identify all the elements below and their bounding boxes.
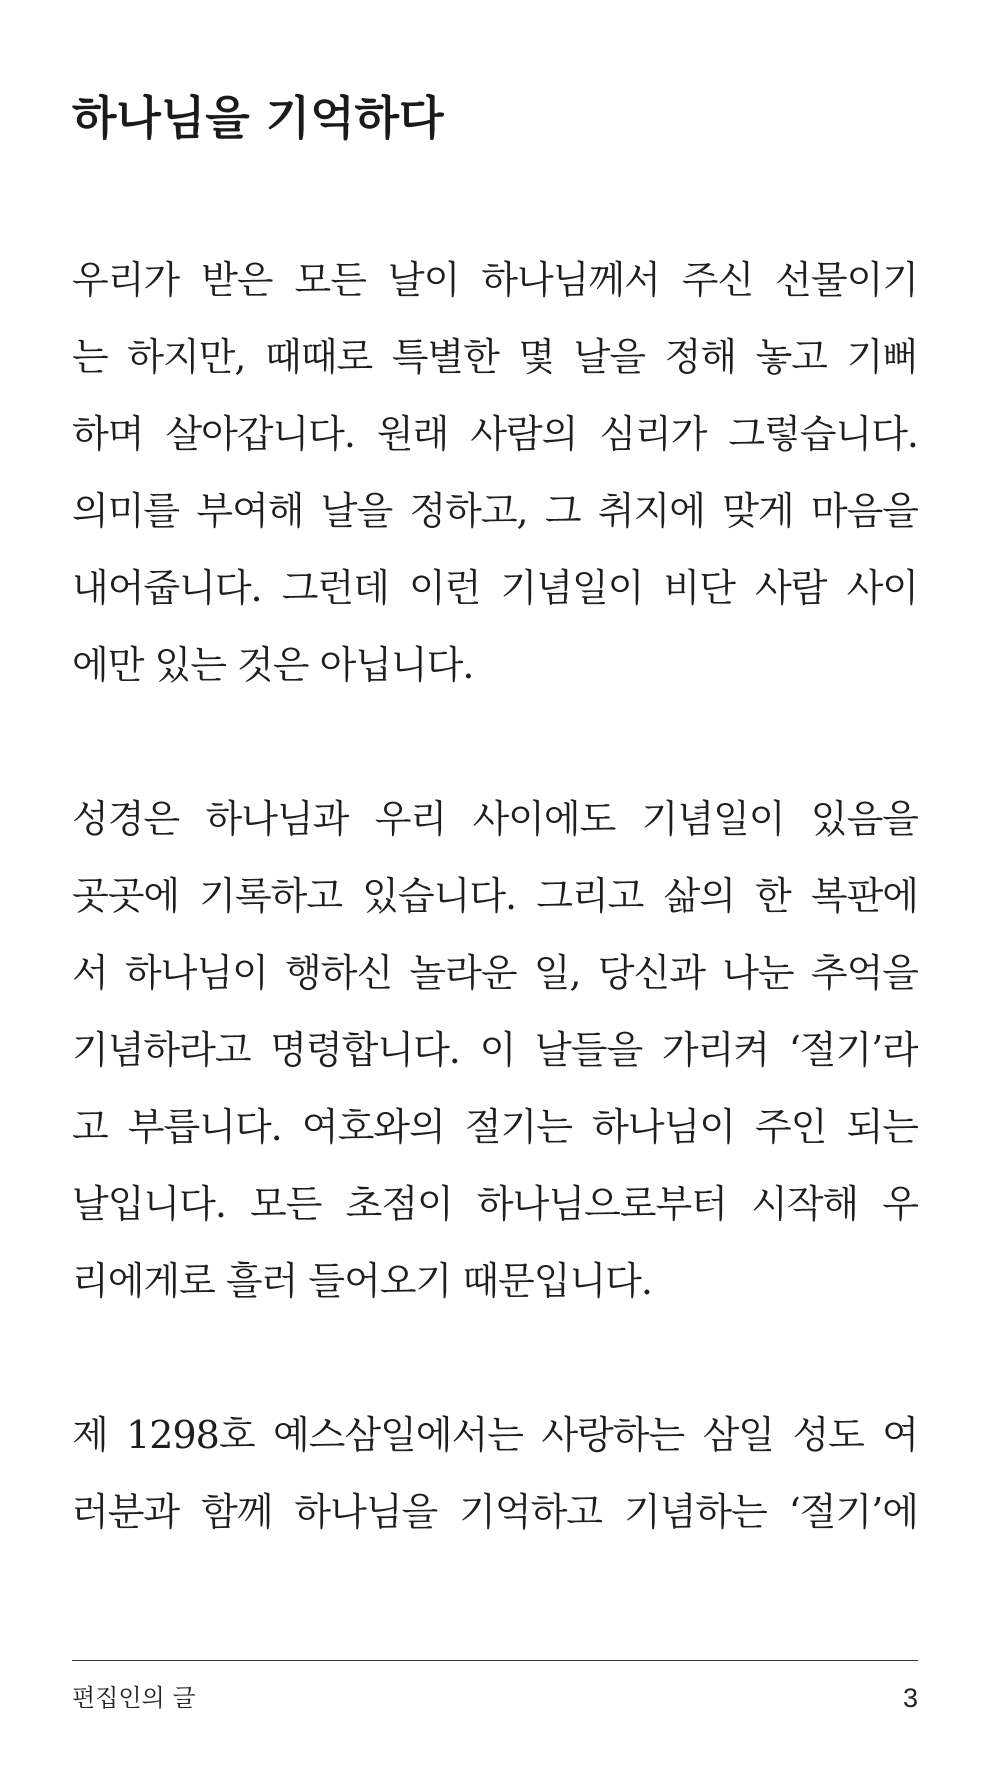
paragraph-line: 우리가 받은 모든 날이 하나님께서 주신 선물이기 [72, 258, 918, 302]
paragraph-3 [72, 1397, 918, 1551]
footer-divider [72, 1660, 918, 1661]
paragraph-line: 하며 살아갑니다. 원래 사람의 심리가 그렇습니다. [72, 412, 918, 456]
article-body [72, 242, 918, 1628]
paragraph-1 [72, 242, 918, 704]
paragraph-line: 성경은 하나님과 우리 사이에도 기념일이 있음을 [72, 797, 918, 841]
page-number: 3 [902, 1683, 918, 1713]
paragraph-line: 리에게로 흘러 들어오기 때문입니다. [72, 1259, 652, 1303]
document-page [72, 0, 918, 1770]
paragraph-line: 서 하나님이 행하신 놀라운 일, 당신과 나눈 추억을 [72, 951, 918, 995]
paragraph-line: 기념하라고 명령합니다. 이 날들을 가리켜 ‘절기’라 [72, 1028, 918, 1072]
paragraph-line: 날입니다. 모든 초점이 하나님으로부터 시작해 우 [72, 1182, 918, 1226]
paragraph-line: 내어줍니다. 그런데 이런 기념일이 비단 사람 사이 [72, 566, 918, 610]
paragraph-line: 곳곳에 기록하고 있습니다. 그리고 삶의 한 복판에 [72, 874, 918, 918]
footer-section-label: 편집인의 글 [72, 1684, 196, 1712]
paragraph-line: 고 부릅니다. 여호와의 절기는 하나님이 주인 되는 [72, 1105, 918, 1149]
paragraph-line: 에만 있는 것은 아닙니다. [72, 643, 474, 687]
paragraph-line: 의미를 부여해 날을 정하고, 그 취지에 맞게 마음을 [72, 489, 918, 533]
paragraph-line: 제 1298호 예스삼일에서는 사랑하는 삼일 성도 여 [72, 1413, 918, 1457]
paragraph-2 [72, 781, 918, 1320]
paragraph-line: 러분과 함께 하나님을 기억하고 기념하는 ‘절기’에 [72, 1490, 918, 1534]
paragraph-line: 는 하지만, 때때로 특별한 몇 날을 정해 놓고 기뻐 [72, 335, 918, 379]
article-title: 하나님을 기억하다 [72, 91, 444, 145]
